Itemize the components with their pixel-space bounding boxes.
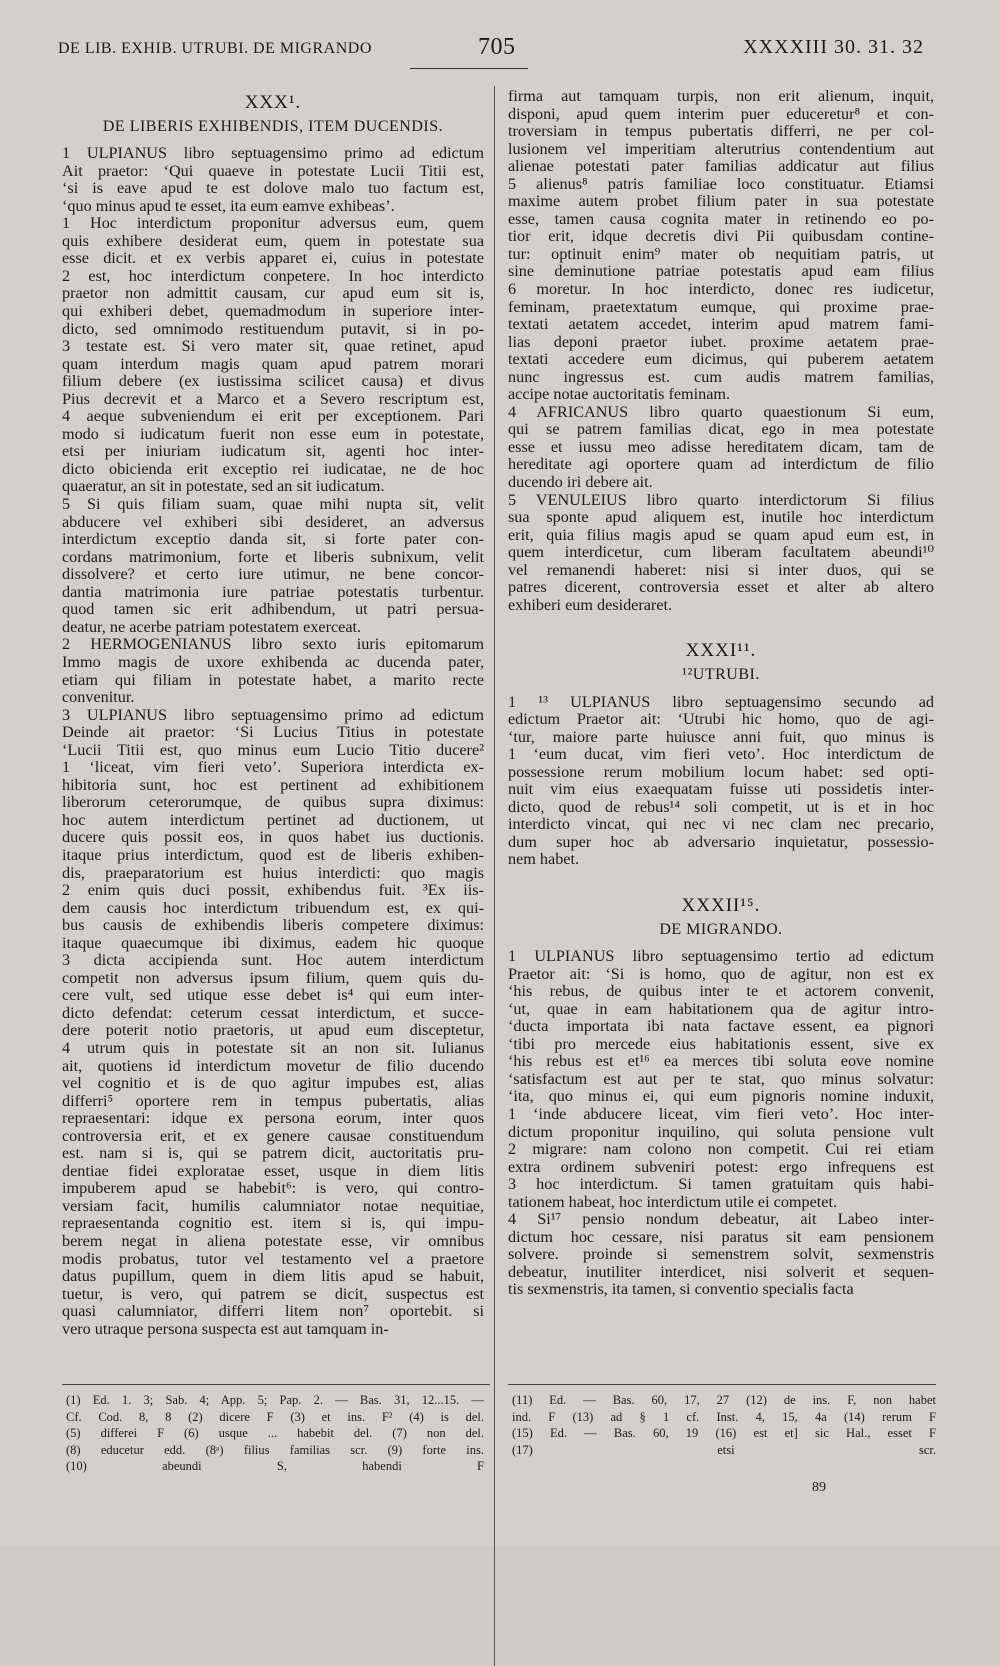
- text-line: 4 Si¹⁷ pensio nondum debeatur, ait Labeo inter-: [508, 1211, 934, 1229]
- text-line: ‘his rebus est et¹⁶ ea merces tibi soluta eove nomine: [508, 1053, 934, 1071]
- text-line: quam interdum magis quam apud patrem morari: [62, 355, 484, 373]
- folio: 89: [812, 1480, 826, 1495]
- text-line: qui exhiberi debet, quemadmodum in superiore inter-: [62, 303, 484, 321]
- text-line: Praetor ait: ‘Si is homo, quo de agitur, non est ex: [508, 965, 934, 983]
- text-line: dissolvere? et certo iure utimur, ne bene concor-: [62, 566, 484, 584]
- text-line: etsi per iniuriam iudicatum sit, agenti hoc inter-: [62, 443, 484, 461]
- footnote-line: Cf. Cod. 8, 8 (2) dicere F (3) et ins. F² (4) is del.: [66, 1409, 484, 1424]
- title3-subheading: DE MIGRANDO.: [659, 920, 783, 938]
- text-line: 3 ULPIANUS libro septuagensimo primo ad edictum: [62, 706, 484, 724]
- text-line: textati accedere eum dicimus, qui puberem aetatem: [508, 351, 934, 369]
- text-line: ducere quis possit eos, in quos habet ius ductionis.: [62, 829, 484, 847]
- text-line: debeatur, inutiliter interdicet, nisi solverit et sequen-: [508, 1263, 934, 1281]
- text-line: ‘tur, maiore parte huiusce anni fuit, quo minus is: [508, 728, 934, 746]
- text-line: 3 dicta accipienda sunt. Hoc autem interdictum: [62, 952, 484, 970]
- text-line: convenitur.: [62, 689, 135, 707]
- text-line: interdictum exceptio danda sit, si forte pater con-: [62, 531, 484, 549]
- text-line: extra ordinem subveniri potest: ergo infrequens est: [508, 1158, 934, 1176]
- text-line: disponi, apud quem interim puer educeretur⁸ et con-: [508, 105, 934, 123]
- text-line: Ait praetor: ‘Qui quaeve in potestate Lucii Titii est,: [62, 162, 484, 180]
- text-line: erit, quia filius magis apud se quam apud eum est, in: [508, 526, 934, 544]
- text-line: nem habet.: [508, 851, 580, 869]
- text-line: ‘ita, quo minus ei, qui eum pignoris nomine induxit,: [508, 1088, 934, 1106]
- right-column-text-c: [508, 948, 934, 1299]
- footnote-line: (15) Ed. — Bas. 60, 19 (16) est et] sic Hal., esset F: [512, 1426, 936, 1440]
- text-line: firma aut tamquam turpis, non erit alienum, inquit,: [508, 88, 934, 105]
- text-line: repraesentanda cognitio est. item si is, qui impu-: [62, 1215, 484, 1233]
- text-line: 4 utrum quis in potestate sit an non sit. Iulianus: [62, 1039, 484, 1057]
- text-line: tuetur, is vero, qui patrem se dicit, suspectus est: [62, 1285, 484, 1303]
- text-line: 1 ¹³ ULPIANUS libro septuagensimo secundo ad: [508, 693, 934, 711]
- text-line: 1 ‘liceat, vim fieri veto’. Superiora interdicta ex-: [62, 759, 484, 777]
- text-line: dicto, sed omnimodo restituendum putavit, si in po-: [62, 320, 484, 338]
- text-line: dum super hoc ab adversario inquietatur, possessio-: [508, 833, 934, 851]
- footnote-line: ind. F (13) ad § 1 cf. Inst. 4, 15, 4a (14) rerum F: [512, 1409, 936, 1424]
- text-line: ‘ducta importata ibi nata factave essent, ea pignori: [508, 1018, 934, 1036]
- footnote-line: (17) etsi scr.: [512, 1442, 936, 1457]
- text-line: competit non adversus ipsum filium, quem quis du-: [62, 969, 484, 987]
- running-head: [58, 34, 924, 66]
- text-line: 1 ‘eum ducat, vim fieri veto’. Hoc interdictum de: [508, 746, 934, 764]
- text-line: vel cognitio et is de quo agitur impubes est, alias: [62, 1075, 484, 1093]
- text-line: ‘his rebus, de quibus inter te et actorem convenit,: [508, 983, 934, 1001]
- column-divider: [494, 86, 495, 1666]
- text-line: maxime autem probet filium pater in sua potestate: [508, 193, 934, 211]
- text-line: nunc ingressus est. cum audis matrem familias,: [508, 368, 934, 386]
- running-head-left: DE LIB. EXHIB. UTRUBI. DE MIGRANDO: [58, 40, 372, 57]
- footnote-rule-right: [508, 1384, 936, 1385]
- text-line: bus causis de exhibendis liberis competere diximus:: [62, 917, 484, 935]
- footnote-rule-left: [62, 1384, 490, 1385]
- running-head-right: XXXXIII 30. 31. 32: [743, 36, 924, 58]
- text-line: differri⁵ oportere rem in tempus pubertatis, alias: [62, 1092, 484, 1110]
- footnote-line: (10) abeundi S, habendi F: [66, 1459, 484, 1473]
- footnotes-left: [66, 1392, 484, 1475]
- text-line: 3 testate est. Si vero mater sit, quae retinet, apud: [62, 338, 484, 356]
- text-line: 2 HERMOGENIANUS libro sexto iuris epitomarum: [62, 636, 484, 654]
- right-column-text-a: [508, 88, 934, 614]
- text-line: est. nam si is, qui se patrem dicit, auctoritatis pru-: [62, 1145, 484, 1163]
- footnote-line: (11) Ed. — Bas. 60, 17, 27 (12) de ins. F, non habet: [512, 1393, 936, 1407]
- title2-subheading: ¹²UTRUBI.: [682, 665, 760, 683]
- text-line: 6 moretur. In hoc interdicto, donec res iudicetur,: [508, 281, 934, 299]
- text-line: controversia erit, et ex genere causae constituendum: [62, 1127, 484, 1145]
- text-line: vel remanendi haberet: nisi si inter duos, qui se: [508, 561, 934, 579]
- text-line: 1 Hoc interdictum proponitur adversus eum, quem: [62, 215, 484, 233]
- text-line: ‘si is eave apud te est dolove malo tuo factum est,: [62, 180, 484, 198]
- text-line: modo si iudicatum fuerit non esse eum in potestate,: [62, 425, 484, 443]
- text-line: esse et iussu meo adisse hereditatem dicam, tam de: [508, 438, 934, 456]
- text-line: deatur, ne acerbe patriam potestatem exerceat.: [62, 618, 362, 636]
- text-line: tationem habeat, hoc interdictum utile ei competet.: [508, 1193, 838, 1211]
- title-heading: XXX¹.: [244, 92, 302, 113]
- text-line: berem negat in aliena potestate esse, vir omnibus: [62, 1233, 484, 1250]
- text-line: repraesentari: idque ex persona eorum, inter quos: [62, 1110, 484, 1128]
- text-line: esse, tamen causa cognita mater in retinendo eo po-: [508, 210, 934, 228]
- text-line: datus pupillum, quem in diem litis apud se habuit,: [62, 1268, 484, 1286]
- text-line: esse dicit. et ex verbis apparet ei, cuius in potestate: [62, 250, 484, 268]
- text-line: hibitoria sunt, hoc est pertinent ad exhibitionem: [62, 776, 484, 794]
- text-line: lusionem vel imperitiam alterutrius contendentium aut: [508, 140, 934, 158]
- text-line: 4 AFRICANUS libro quarto quaestionum Si eum,: [508, 403, 934, 421]
- text-line: 5 Si quis filiam suam, quae mihi nupta sit, velit: [62, 496, 484, 514]
- footnotes-right: [512, 1392, 936, 1458]
- text-line: dicto defendat: ceterum cessat interdictum, et succe-: [62, 1004, 484, 1022]
- text-line: itaque quaecumque ibi diximus, eadem hic quoque: [62, 934, 484, 952]
- text-line: versiam facit, humilis calumniator notae nequitiae,: [62, 1197, 484, 1215]
- text-line: 5 VENULEIUS libro quarto interdictorum Si filius: [508, 491, 934, 509]
- text-line: ducendo iri debere ait.: [508, 474, 653, 492]
- right-column: [508, 88, 934, 1299]
- text-line: accipe notae auctoritatis feminam.: [508, 386, 731, 404]
- text-line: impuberem apud se habebit⁶: is vero, qui contro-: [62, 1180, 484, 1198]
- page-number: 705: [478, 34, 516, 60]
- text-line: modis probatus, tutor vel testamento vel a praetore: [62, 1250, 484, 1268]
- text-line: ait, quotiens id interdictum movetur de filio ducendo: [62, 1057, 484, 1075]
- text-line: quaeratur, an sit in potestate, sed an sit iudicatum.: [62, 478, 385, 496]
- text-line: dentiae fidei exploratae esset, usque in diem litis: [62, 1162, 484, 1180]
- text-line: dantia matrimonia iure patriae potestatis turbentur.: [62, 583, 484, 601]
- text-line: ‘satisfactum est aut per te stat, quo minus solvatur:: [508, 1070, 934, 1088]
- text-line: 2 enim quis duci possit, exhibendus fuit. ³Ex iis-: [62, 882, 484, 900]
- text-line: dicto obicienda erit exceptio rei iudicatae, ne de hoc: [62, 460, 484, 478]
- text-line: Immo magis de uxore exhibenda ac ducenda pater,: [62, 653, 484, 671]
- text-line: sua sponte apud aliquem est, inutile hoc interdictum: [508, 509, 934, 527]
- text-line: troversiam in tempus pubertatis differri, ne per col-: [508, 123, 934, 141]
- text-line: liberorum ceterorumque, de quibus supra diximus:: [62, 794, 484, 812]
- text-line: sine deminutione patriae potestatis apud eam filius: [508, 263, 934, 281]
- text-line: quasi calumniator, differri litem non⁷ oportebit. si: [62, 1303, 484, 1321]
- text-line: ‘ut, quae in eam habitationem qua de agitur intro-: [508, 1000, 934, 1018]
- text-line: lias deponi praetor iubet. proxime aetatem prae-: [508, 333, 934, 351]
- text-line: exhiberi eum desideraret.: [508, 596, 673, 614]
- text-line: praetor non admittit causam, cur apud eum sit is,: [62, 285, 484, 303]
- text-line: solvere. proinde si semenstrem solvit, sexmenstris: [508, 1246, 934, 1264]
- text-line: edictum Praetor ait: ‘Utrubi hic homo, quo de agi-: [508, 711, 934, 729]
- text-line: hereditate agi oportere quam ad interdictum de filio: [508, 456, 934, 474]
- text-line: cere vult, sed utique esse debet is⁴ qui eum inter-: [62, 987, 484, 1005]
- text-line: Deinde ait praetor: ‘Si Lucius Titius in potestate: [62, 724, 484, 742]
- text-line: dicto, quod de rebus¹⁴ soli competit, ut is et in hoc: [508, 798, 934, 816]
- text-line: 5 alienus⁸ patris familiae loco constituatur. Etiamsi: [508, 175, 934, 193]
- text-line: 1 ULPIANUS libro septuagensimo primo ad edictum: [62, 145, 484, 163]
- footnote-line: (1) Ed. 1. 3; Sab. 4; App. 5; Pap. 2. — Bas. 31, 12...15. —: [66, 1393, 484, 1407]
- footnote-line: (8) educetur edd. (8ᵃ) filius familias scr. (9) forte ins.: [66, 1442, 484, 1457]
- text-line: 1 ‘inde abducere liceat, vim fieri veto’. Hoc inter-: [508, 1105, 934, 1123]
- title3-heading: XXXII¹⁵.: [681, 894, 761, 916]
- text-line: tis sexmenstris, ita tamen, si conventio specialis facta: [508, 1281, 854, 1299]
- text-line: feminam, praetextatum eumque, qui proxime prae-: [508, 298, 934, 316]
- text-line: dictum proponitur inquilino, qui soluta pensione vult: [508, 1123, 934, 1141]
- text-line: Pius decrevit et a Marco et a Severo rescriptum est,: [62, 390, 484, 408]
- text-line: dictum hoc cessare, nisi paratus sit eam pensionem: [508, 1228, 934, 1246]
- title-subheading: DE LIBERIS EXHIBENDIS, ITEM DUCENDIS.: [102, 117, 444, 135]
- text-line: filium debere (ex iustissima scilicet causa) et divus: [62, 373, 484, 391]
- text-line: quem interdicetur, cum liberam facultatem abeundi¹⁰: [508, 544, 934, 562]
- text-line: tur: optinuit enim⁹ mater ob nequitiam patris, ut: [508, 245, 934, 263]
- text-line: dem causis hoc interdictum tribuendum est, ex qui-: [62, 899, 484, 917]
- text-line: ‘tibi pro mercede eius habitationis essent, sive ex: [508, 1035, 934, 1053]
- text-line: vero utraque persona suspecta est aut tamquam in-: [62, 1320, 389, 1338]
- text-line: 1 ULPIANUS libro septuagensimo tertio ad edictum: [508, 948, 934, 966]
- text-line: cordans matrimonium, forte et liberis subnixum, velit: [62, 548, 484, 566]
- text-line: dis, praeparatorium est huius interdicti: quo magis: [62, 864, 484, 882]
- text-line: etiam qui filiam in potestate habet, a marito recte: [62, 671, 484, 689]
- text-line: 2 est, hoc interdictum conpetere. In hoc interdicto: [62, 267, 484, 285]
- text-line: ‘quo minus apud te esset, ita eum eamve exhibeas’.: [62, 197, 395, 215]
- text-line: alienae potestati pater familias addicatur aut filius: [508, 158, 934, 176]
- footnote-line: (5) differei F (6) usque ... habebit del. (7) non del.: [66, 1426, 484, 1440]
- text-line: nuit vim eius exaequatam fuisse uti possidetis inter-: [508, 781, 934, 799]
- text-line: interdicto vincat, qui nec vi nec clam nec precario,: [508, 816, 934, 834]
- left-column-text: [62, 145, 484, 1338]
- text-line: ‘Lucii Titii est, quo minus eum Lucio Titio ducere²: [62, 741, 484, 759]
- text-line: possessione rerum mobilium locum habet: sed opti-: [508, 763, 934, 781]
- text-line: 2 migrare: nam colono non competit. Cui rei etiam: [508, 1141, 934, 1159]
- title2-heading: XXXI¹¹.: [685, 640, 757, 662]
- text-line: hoc autem interdictum pertinet ad ductionem, ut: [62, 811, 484, 829]
- text-line: itaque prius interdictum, quod est de liberis exhiben-: [62, 846, 484, 864]
- text-line: quis exhibere desiderat eum, quem in potestate sua: [62, 232, 484, 250]
- text-line: qui se patrem familias dicat, ego in mea potestate: [508, 421, 934, 439]
- header-rule: [410, 68, 528, 69]
- text-line: abducere vel exhiberi sibi desideret, an adversus: [62, 513, 484, 531]
- text-line: patres dicerent, controversia esset et alter ab altero: [508, 579, 934, 597]
- text-line: dere poterit notio praetoris, ut apud eum disceptetur,: [62, 1022, 484, 1040]
- text-line: 4 aeque subveniendum ei erit per exceptionem. Pari: [62, 408, 484, 426]
- text-line: 3 hoc interdictum. Si tamen gratuitam quis habi-: [508, 1176, 934, 1194]
- text-line: tior erit, idque decretis divi Pii quibusdam contine-: [508, 228, 934, 246]
- left-column: [62, 88, 484, 1338]
- text-line: quod tamen sic erit adhibendum, ut patri persua-: [62, 601, 484, 619]
- text-line: textati aetatem accedet, interim apud matrem fami-: [508, 316, 934, 334]
- right-column-text-b: [508, 694, 934, 869]
